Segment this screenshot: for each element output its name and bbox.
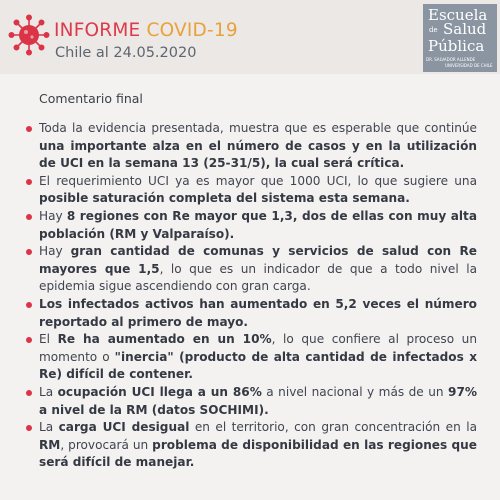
bullet-text: , lo que es un indicador de que a todo nivel la epidemia sigue ascendiendo con gran carga. — [39, 261, 477, 294]
bullet-text-bold: posible saturación completa del sistema esta semana. — [39, 191, 410, 206]
bullet-item — [25, 243, 477, 296]
title-informe: INFORME — [54, 20, 147, 41]
bullet-text: El — [39, 332, 58, 347]
bullet-text: en el territorio, con gran concentración en la — [189, 420, 477, 435]
bullet-item — [25, 384, 477, 419]
bullet-text: La — [39, 384, 58, 399]
bullet-text: Toda la evidencia presentada, muestra que es esperable que continúe — [39, 121, 477, 135]
logo-line-1: Escuela — [428, 6, 488, 24]
bullet-dot-icon — [26, 337, 32, 343]
virus-icon — [8, 14, 50, 56]
report-title — [54, 20, 238, 42]
bullet-dot-icon — [26, 179, 32, 185]
logo-line-5: UNIVERSIDAD DE CHILE — [445, 63, 493, 68]
logo-line-3: Pública — [428, 37, 485, 55]
bullet-text: Hay — [39, 244, 71, 259]
bullet-dot-icon — [26, 249, 32, 255]
bullet-text-bold: Re ha aumentado en un 10% — [57, 332, 272, 347]
bullet-text-bold: ocupación UCI llega a un 86% — [57, 384, 262, 399]
bullet-text-bold: Los infectados activos han aumentado en 5,2 veces el número reportado al primero de mayo. — [39, 296, 477, 329]
logo-line-2-small: de — [429, 26, 438, 34]
bullet-dot-icon — [26, 126, 32, 132]
bullet-text-bold: gran cantidad de comunas y servicios de salud con Re mayores que 1,5 — [39, 244, 477, 276]
bullet-item — [25, 120, 477, 173]
bullet-text-bold: una importante alza en el número de casos y en la utilización de UCI en la semana 13 (25-31/5), la cual será crítica. — [39, 138, 477, 171]
title-covid: COVID-19 — [146, 20, 238, 41]
logo-line-2: Salud — [443, 20, 487, 38]
bullet-text-bold: carga UCI desigual — [58, 420, 190, 435]
bullet-text-bold: 97% a nivel de la RM (datos SOCHIMI). — [39, 384, 477, 417]
bullet-item — [25, 419, 477, 472]
bullet-dot-icon — [26, 390, 32, 396]
bullet-text: Hay — [39, 208, 67, 223]
escuela-salud-publica-logo — [423, 4, 497, 72]
header — [0, 0, 500, 74]
bullet-text: , lo que confiere al proceso un momento o — [39, 332, 477, 364]
bullet-text: , provocará un — [60, 437, 153, 452]
logo-line-4: DR. SALVADOR ALLENDE — [426, 57, 476, 62]
bullet-text-bold: 8 regiones con Re mayor que 1,3, dos de ellas con muy alta población (RM y Valparaíso). — [39, 208, 477, 241]
bullet-dot-icon — [26, 302, 32, 308]
bullet-item — [25, 208, 477, 243]
bullet-item — [25, 331, 477, 384]
bullet-dot-icon — [26, 425, 32, 431]
bullet-text: El requerimiento UCI ya es mayor que 1000 UCI, lo que sugiere una — [39, 173, 477, 188]
section-title: Comentario final — [39, 91, 143, 106]
bullet-item — [25, 173, 477, 208]
bullet-text-bold: "inercia" (producto de alta cantidad de infectados x Re) difícil de contener. — [39, 349, 478, 382]
bullet-item — [25, 296, 477, 331]
report-date: Chile al 24.05.2020 — [55, 45, 197, 61]
bullet-list — [25, 120, 477, 472]
bullet-text: La — [39, 420, 59, 435]
bullet-text-bold: RM — [39, 437, 61, 452]
bullet-text-bold: problema de disponibilidad en las regiones que será difícil de manejar. — [39, 437, 477, 470]
bullet-text: a nivel nacional y más de un — [261, 384, 449, 399]
bullet-dot-icon — [26, 214, 32, 220]
